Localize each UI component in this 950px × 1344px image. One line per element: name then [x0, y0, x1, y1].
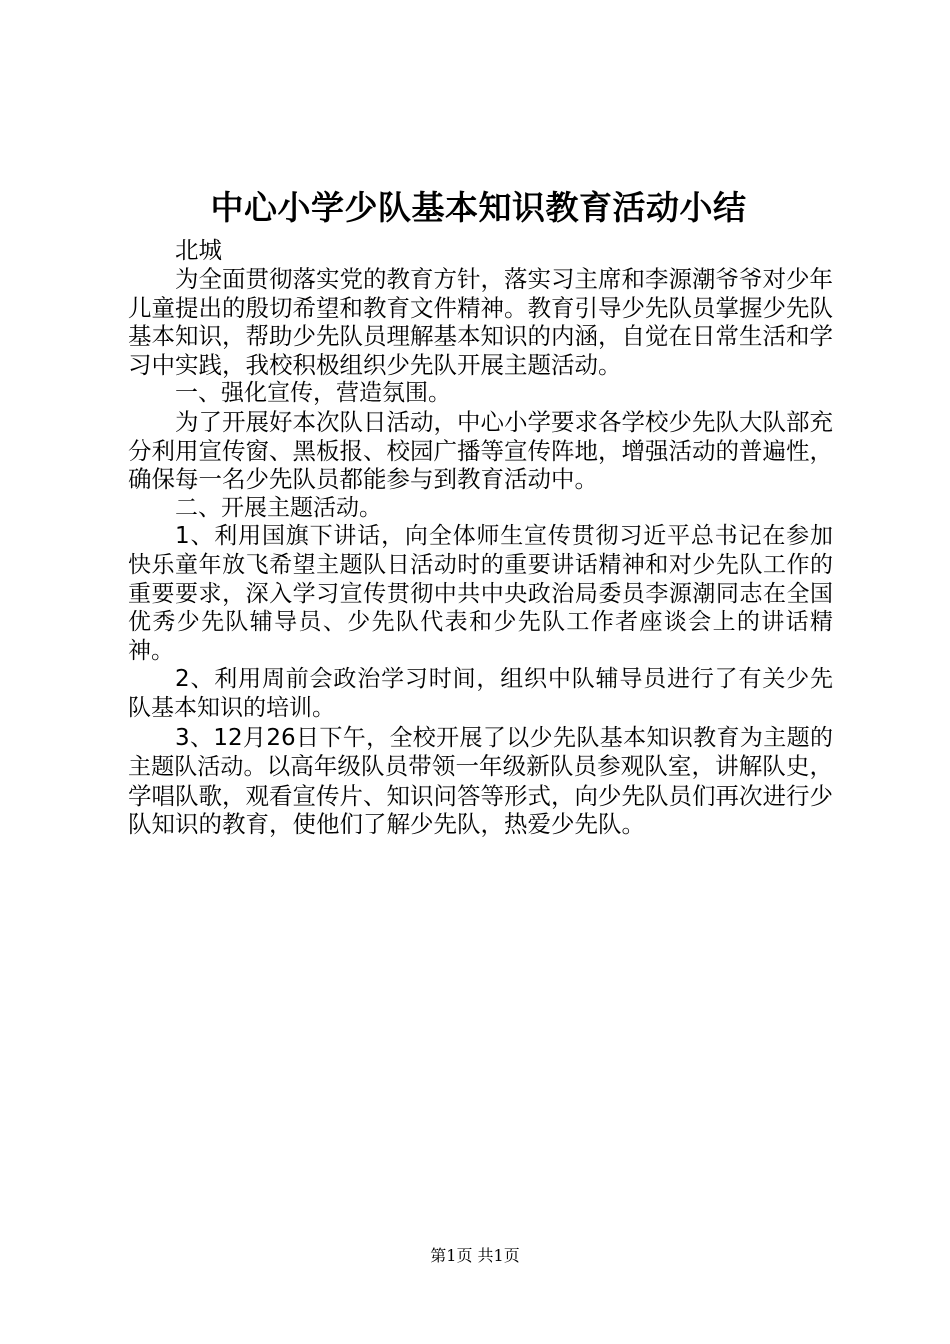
author-line: 北城 [175, 236, 222, 264]
item-1-paragraph: 1、利用国旗下讲话，向全体师生宣传贯彻习近平总书记在参加快乐童年放飞希望主题队日活动时的重要讲话精神和对少先队工作的重要要求，深入学习宣传贯彻中共中央政治局委员李源潮同志在全国优秀少先队辅导员、少先队代表和少先队工作者座谈会上的讲话精神。 [128, 523, 833, 664]
page-footer: 第1页 共1页 [430, 1246, 520, 1265]
item-2-paragraph: 2、利用周前会政治学习时间，组织中队辅导员进行了有关少先队基本知识的培训。 [128, 666, 833, 721]
section-1-paragraph: 为了开展好本次队日活动，中心小学要求各学校少先队大队部充分利用宣传窗、黑板报、校园广播等宣传阵地，增强活动的普遍性，确保每一名少先队员都能参与到教育活动中。 [128, 407, 833, 494]
intro-paragraph: 为全面贯彻落实党的教育方针，落实习主席和李源潮爷爷对少年儿童提出的殷切希望和教育文件精神。教育引导少先队员掌握少先队基本知识，帮助少先队员理解基本知识的内涵，自觉在日常生活和学习中实践，我校积极组织少先队开展主题活动。 [128, 265, 833, 379]
item-3-rest: 以高年级队员带领一年级新队员参观队室，讲解队史，学唱队歌，观看宣传片、知识问答等形式，向少先队员们再次进行少队知识的教育，使他们了解少先队，热爱少先队。 [128, 752, 834, 839]
item-3-lead: 3、12月26日下午，全校开展了以少先队基本知识教育为主题的主题队活动。 [128, 724, 833, 781]
document-title: 中心小学少队基本知识教育活动小结 [210, 188, 747, 227]
section-1-heading: 一、强化宣传，营造氛围。 [175, 380, 451, 407]
section-2-heading: 二、开展主题活动。 [175, 494, 382, 521]
document-page [128, 180, 833, 839]
item-3-paragraph [128, 723, 833, 839]
